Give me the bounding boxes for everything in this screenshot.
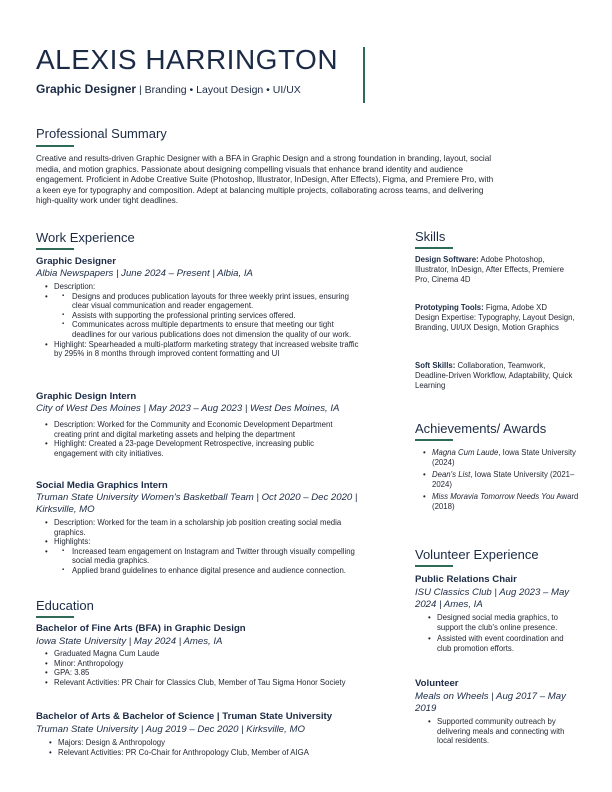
job-1-desc-wrap	[54, 292, 359, 340]
job-1-desc-item: ▪ Assists with supporting the professional printing services offered.	[72, 311, 359, 321]
achievement-name: Dean's List	[432, 470, 471, 480]
volunteer-rule	[415, 565, 453, 567]
job-1-title: Graphic Designer	[36, 256, 116, 267]
edu-1-item: • GPA: 3.85	[54, 668, 359, 678]
achievement-detail: , Iowa State University (2021–2024)	[432, 470, 575, 489]
tagline: | Branding • Layout Design • UI/UX	[136, 84, 301, 96]
achievements-heading: Achievements/ Awards	[415, 421, 547, 436]
skills-software-value: Adobe Photoshop, Illustrator, InDesign, After Effects, Premiere Pro, Cinema 4D	[415, 255, 564, 284]
job-3-subtitle: Truman State University Women's Basketball Team | Oct 2020 – Dec 2020 | Kirksville, MO	[36, 492, 358, 515]
edu-1-title: Bachelor of Fine Arts (BFA) in Graphic Design	[36, 623, 246, 634]
edu-1-item: • Minor: Anthropology	[54, 659, 359, 669]
job-3-highlights-list	[72, 547, 359, 576]
job-1-desc-item: ▪ • Designs and produces publication layouts for three weekly print issues, ensuring clear visual communication and reader engagement.	[72, 292, 359, 311]
edu-1-item: • Graduated Magna Cum Laude	[54, 649, 359, 659]
achievements-rule	[415, 439, 453, 441]
edu-1-subtitle: Iowa State University | May 2024 | Ames, IA	[36, 636, 223, 647]
edu-1-item: • Relevant Activities: PR Chair for Classics Club, Member of Tau Sigma Honor Society	[54, 678, 359, 688]
work-heading: Work Experience	[36, 230, 135, 245]
achievements-list	[432, 448, 582, 512]
job-3-highlights-wrap	[54, 547, 359, 576]
vol-2-list	[437, 717, 577, 746]
job-2-list	[54, 420, 359, 458]
candidate-subtitle	[36, 82, 301, 96]
vol-1-title: Public Relations Chair	[415, 574, 517, 585]
summary-heading: Professional Summary	[36, 126, 167, 141]
skills-proto-label: Prototyping Tools:	[415, 303, 484, 312]
education-rule	[36, 616, 74, 618]
edu-2-subtitle: Truman State University | Aug 2019 – Dec 2020 | Kirksville, MO	[36, 724, 305, 735]
edu-2-list	[58, 738, 363, 757]
vol-1-item: • Assisted with event coordination and club promotion efforts.	[437, 634, 577, 653]
vol-2-title: Volunteer	[415, 678, 459, 689]
edu-1-list	[54, 649, 359, 687]
vol-1-subtitle: ISU Classics Club | Aug 2023 – May 2024 | Ames, IA	[415, 587, 570, 610]
achievement-detail: Award (2018)	[432, 492, 579, 511]
volunteer-heading: Volunteer Experience	[415, 547, 539, 562]
job-3-desc: • Description: Worked for the team in a scholarship job position creating social media graphics.	[54, 518, 359, 537]
job-1-desc-label: • Description:	[54, 282, 359, 292]
job-3-title: Social Media Graphics Intern	[36, 480, 168, 491]
candidate-name: ALEXIS HARRINGTON	[36, 44, 339, 75]
work-rule	[36, 248, 74, 250]
achievement-item	[432, 470, 582, 489]
achievement-name: Magna Cum Laude	[432, 448, 499, 457]
vol-2-subtitle: Meals on Wheels | Aug 2017 – May 2019	[415, 691, 566, 714]
skills-software-label: Design Software:	[415, 255, 479, 264]
skills-proto	[415, 303, 580, 313]
job-2-item: • Highlight: Created a 23-page Development Retrospective, increasing public engagement with city initiatives.	[54, 439, 359, 458]
achievement-item	[432, 492, 582, 511]
vol-1-list	[437, 613, 577, 653]
skills-proto-value: Figma, Adobe XD	[483, 303, 547, 312]
skills-soft-value: Collaboration, Teamwork, Deadline-Driven Workflow, Adaptability, Quick Learning	[415, 361, 573, 390]
job-2-item: • Description: Worked for the Community and Economic Development Department creating print and digital marketing assets and helping the department	[54, 420, 359, 439]
job-3-highlight-item: ▪ Applied brand guidelines to enhance digital presence and audience connection.	[72, 566, 359, 576]
vol-2-item: • Supported community outreach by delivering meals and connecting with local residents.	[437, 717, 577, 746]
skills-rule	[415, 247, 453, 249]
job-title: Graphic Designer	[36, 82, 137, 96]
summary-rule	[36, 145, 74, 147]
skills-soft	[415, 361, 580, 391]
skills-software	[415, 255, 580, 285]
header-divider	[363, 47, 365, 103]
achievement-detail: , Iowa State University (2024)	[432, 448, 576, 467]
vol-1-item: • Designed social media graphics, to support the club's online presence.	[437, 613, 577, 632]
skills-expertise: Design Expertise: Typography, Layout Design, Branding, UI/UX Design, Motion Graphics	[415, 313, 575, 332]
job-2-subtitle: City of West Des Moines | May 2023 – Aug 2023 | West Des Moines, IA	[36, 403, 340, 414]
summary-text: Creative and results-driven Graphic Designer with a BFA in Graphic Design and a strong foundation in branding, layout, social media, and motion graphics. Passionate about designing compelling visuals that enhance brand identity and audience engagement. Proficient in Adobe Creative Suite (Photoshop, Illustrator, InDesign, After Effects), Figma, and Premiere Pro, with a keen eye for typography and composition. Adept at balancing multiple projects, collaborating across teams, and delivering high-quality work under tight deadlines.	[36, 154, 494, 206]
edu-2-item: • Majors: Design & Anthropology	[58, 738, 363, 748]
education-heading: Education	[36, 598, 94, 613]
job-3-list	[54, 518, 359, 576]
edu-2-item: • Relevant Activities: PR Co-Chair for Anthropology Club, Member of AIGA	[58, 748, 363, 758]
job-1-list	[54, 282, 359, 359]
job-1-highlight: • Highlight: Spearheaded a multi-platform marketing strategy that increased website traffic by 295% in 8 months through improved content formatting and UI	[54, 340, 359, 359]
skills-heading: Skills	[415, 229, 446, 244]
job-3-highlight-item: ▪ • Increased team engagement on Instagram and Twitter through visually compelling social media graphics.	[72, 547, 359, 566]
job-2-title: Graphic Design Intern	[36, 391, 137, 402]
job-1-desc-item: ▪ Communicates across multiple departments to ensure that meeting our tight deadlines for our various publications does not dimension the quality of our work.	[72, 320, 359, 339]
job-3-highlights-label: • Highlights:	[54, 537, 359, 547]
achievement-name: Miss Moravia Tomorrow Needs You	[432, 492, 555, 502]
achievement-item	[432, 448, 582, 467]
job-1-desc-list	[72, 292, 359, 340]
edu-2-title: Bachelor of Arts & Bachelor of Science | Truman State University	[36, 711, 333, 722]
skills-soft-label: Soft Skills:	[415, 361, 456, 370]
job-1-subtitle: Albia Newspapers | June 2024 – Present | Albia, IA	[36, 268, 253, 279]
